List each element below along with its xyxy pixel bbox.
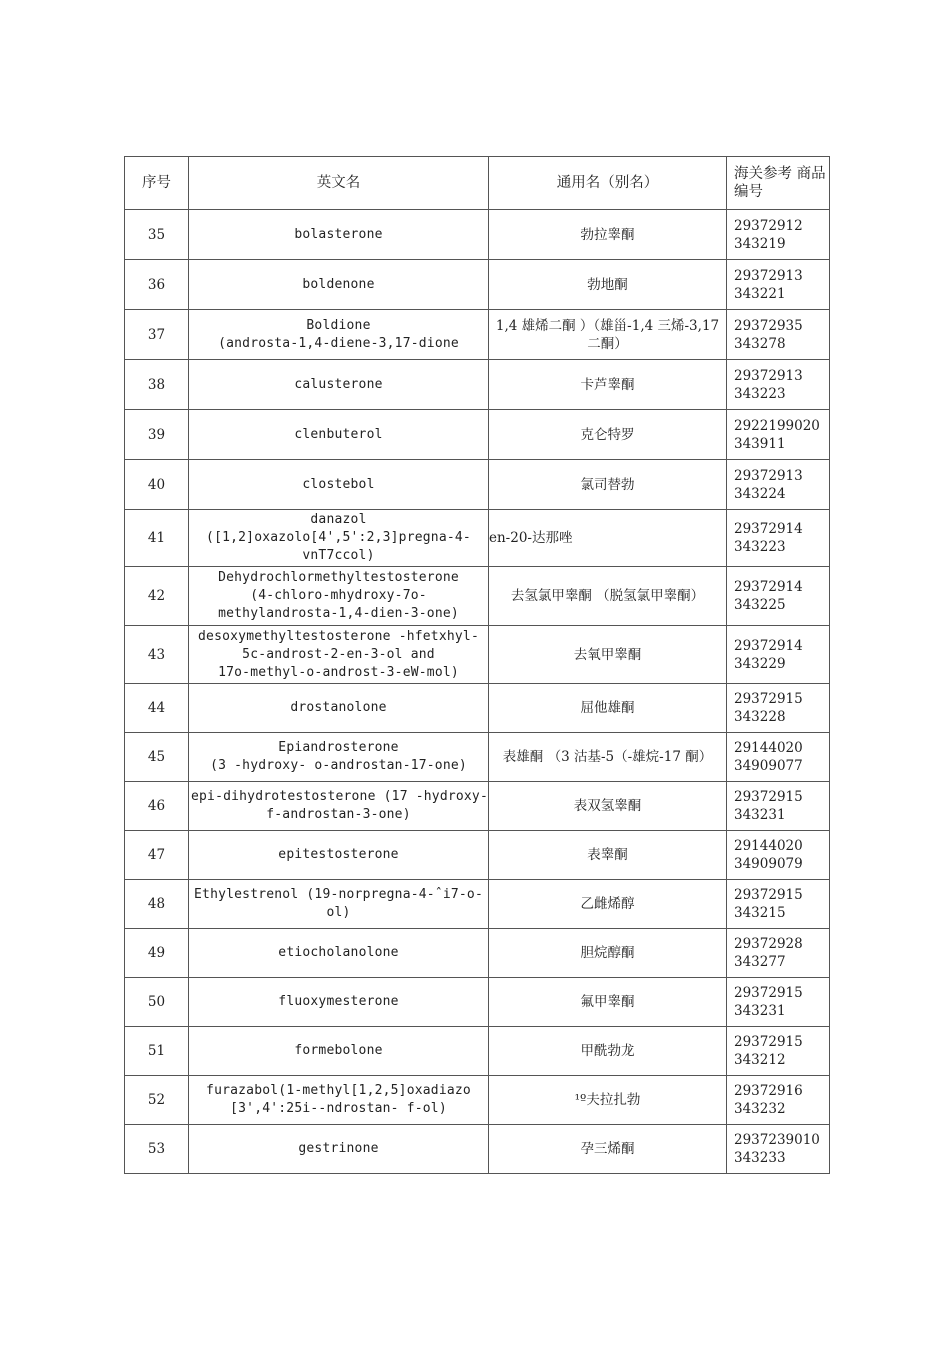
english-name-line: bolasterone bbox=[294, 226, 383, 242]
common-name: 胆烷醇酮 bbox=[489, 929, 727, 978]
english-name-line: danazol bbox=[310, 512, 367, 527]
customs-code: 29372916 343232 bbox=[727, 1076, 830, 1125]
customs-code: 29372935 343278 bbox=[727, 310, 830, 360]
english-name bbox=[189, 626, 489, 684]
row-number: 51 bbox=[125, 1027, 189, 1076]
header-no: 序号 bbox=[125, 157, 189, 210]
english-name-line: Ethylestrenol (19-norpregna-4-ˆi7-o- bbox=[194, 887, 483, 902]
english-name-line: formebolone bbox=[294, 1043, 383, 1058]
common-name: ¹º夫拉扎勃 bbox=[489, 1076, 727, 1125]
common-name: en-20-达那唑 bbox=[489, 510, 727, 567]
customs-code: 2937239010 343233 bbox=[727, 1125, 830, 1174]
english-name bbox=[189, 1125, 489, 1174]
english-name-line: etiocholanolone bbox=[278, 945, 399, 960]
row-number: 45 bbox=[125, 733, 189, 782]
common-name: 去氧甲睾酮 bbox=[489, 626, 727, 684]
english-name-line: ([1,2]oxazolo[4',5':2,3]pregna-4- bbox=[206, 530, 471, 545]
common-name: 勃拉睾酮 bbox=[489, 210, 727, 260]
table-body bbox=[125, 210, 830, 1174]
table-row bbox=[125, 733, 830, 782]
english-name-line: epi-dihydrotestosterone (17 -hydroxy- bbox=[191, 789, 488, 804]
common-name: 表雄酮 （3 沽基-5（-雄烷-17 酮） bbox=[489, 733, 727, 782]
customs-code: 29144020 34909079 bbox=[727, 831, 830, 880]
row-number: 44 bbox=[125, 684, 189, 733]
customs-code: 29372914 343223 bbox=[727, 510, 830, 567]
table-row bbox=[125, 929, 830, 978]
english-name bbox=[189, 210, 489, 260]
common-name: 甲酰勃龙 bbox=[489, 1027, 727, 1076]
english-name-line: Boldione bbox=[306, 317, 371, 333]
row-number: 36 bbox=[125, 260, 189, 310]
customs-code: 29372915 343231 bbox=[727, 782, 830, 831]
table-row bbox=[125, 410, 830, 460]
row-number: 52 bbox=[125, 1076, 189, 1125]
english-name bbox=[189, 880, 489, 929]
english-name-line: ol) bbox=[326, 905, 351, 920]
english-name-line: drostanolone bbox=[290, 700, 387, 715]
customs-code: 29144020 34909077 bbox=[727, 733, 830, 782]
english-name bbox=[189, 510, 489, 567]
english-name-line: calusterone bbox=[294, 376, 383, 392]
english-name bbox=[189, 782, 489, 831]
english-name-line: fluoxymesterone bbox=[278, 994, 399, 1009]
english-name-line: methylandrosta-1,4-dien-3-one) bbox=[218, 606, 459, 621]
row-number: 40 bbox=[125, 460, 189, 510]
english-name-line: (4-chloro-mhydroxy-7o- bbox=[250, 588, 427, 603]
row-number: 46 bbox=[125, 782, 189, 831]
header-english-name: 英文名 bbox=[189, 157, 489, 210]
english-name bbox=[189, 460, 489, 510]
common-name: 表睾酮 bbox=[489, 831, 727, 880]
english-name bbox=[189, 1027, 489, 1076]
customs-code: 29372914 343225 bbox=[727, 567, 830, 626]
common-name: 氟甲睾酮 bbox=[489, 978, 727, 1027]
english-name bbox=[189, 567, 489, 626]
table-row bbox=[125, 360, 830, 410]
row-number: 48 bbox=[125, 880, 189, 929]
row-number: 35 bbox=[125, 210, 189, 260]
table-row bbox=[125, 626, 830, 684]
english-name-line: [3',4':25i--ndrostan- f-ol) bbox=[230, 1101, 447, 1116]
substance-table bbox=[124, 156, 830, 1174]
english-name-line: 17o-methyl-o-androst-3-eW-mol) bbox=[218, 664, 459, 680]
table-row bbox=[125, 684, 830, 733]
common-name: 1,4 雄烯二酮 ）（雄甾-1,4 三烯-3,17 二酮） bbox=[489, 310, 727, 360]
common-name: 孕三烯酮 bbox=[489, 1125, 727, 1174]
table-row bbox=[125, 567, 830, 626]
row-number: 50 bbox=[125, 978, 189, 1027]
english-name bbox=[189, 360, 489, 410]
english-name bbox=[189, 929, 489, 978]
english-name-line: furazabol(1-methyl[1,2,5]oxadiazo bbox=[206, 1083, 471, 1098]
english-name bbox=[189, 733, 489, 782]
common-name: 乙雌烯醇 bbox=[489, 880, 727, 929]
table-header-row bbox=[125, 157, 830, 210]
english-name bbox=[189, 831, 489, 880]
row-number: 38 bbox=[125, 360, 189, 410]
common-name: 表双氢睾酮 bbox=[489, 782, 727, 831]
row-number: 39 bbox=[125, 410, 189, 460]
english-name-line: (3 -hydroxy- o-androstan-17-one) bbox=[210, 758, 467, 773]
english-name-line: Epiandrosterone bbox=[278, 740, 399, 755]
customs-code: 29372915 343228 bbox=[727, 684, 830, 733]
customs-code: 29372915 343231 bbox=[727, 978, 830, 1027]
common-name: 去氢氯甲睾酮 （脱氢氯甲睾酮） bbox=[489, 567, 727, 626]
common-name: 勃地酮 bbox=[489, 260, 727, 310]
common-name: 克仑特罗 bbox=[489, 410, 727, 460]
row-number: 41 bbox=[125, 510, 189, 567]
row-number: 37 bbox=[125, 310, 189, 360]
english-name-line: boldenone bbox=[302, 276, 375, 292]
english-name-line: f-androstan-3-one) bbox=[266, 807, 411, 822]
customs-code: 29372913 343223 bbox=[727, 360, 830, 410]
table-row bbox=[125, 978, 830, 1027]
customs-code: 29372915 343212 bbox=[727, 1027, 830, 1076]
english-name-line: gestrinone bbox=[298, 1141, 379, 1156]
english-name-line: clostebol bbox=[302, 476, 375, 492]
header-customs-code: 海关参考 商品编号 bbox=[727, 157, 830, 210]
english-name bbox=[189, 310, 489, 360]
row-number: 43 bbox=[125, 626, 189, 684]
table-row bbox=[125, 1125, 830, 1174]
table-row bbox=[125, 510, 830, 567]
table-row bbox=[125, 1076, 830, 1125]
customs-code: 29372913 343221 bbox=[727, 260, 830, 310]
english-name-line: 5c-androst-2-en-3-ol and bbox=[242, 646, 435, 662]
header-common-name: 通用名（别名） bbox=[489, 157, 727, 210]
english-name-line: epitestosterone bbox=[278, 847, 399, 862]
customs-code: 29372915 343215 bbox=[727, 880, 830, 929]
common-name: 卡芦睾酮 bbox=[489, 360, 727, 410]
row-number: 47 bbox=[125, 831, 189, 880]
table-row bbox=[125, 782, 830, 831]
english-name-line: Dehydrochlormethyltestosterone bbox=[218, 570, 459, 585]
table-row bbox=[125, 1027, 830, 1076]
english-name bbox=[189, 410, 489, 460]
row-number: 42 bbox=[125, 567, 189, 626]
common-name: 氯司替勃 bbox=[489, 460, 727, 510]
customs-code: 2922199020 343911 bbox=[727, 410, 830, 460]
customs-code: 29372928 343277 bbox=[727, 929, 830, 978]
english-name bbox=[189, 1076, 489, 1125]
english-name bbox=[189, 684, 489, 733]
table-row bbox=[125, 210, 830, 260]
english-name bbox=[189, 260, 489, 310]
english-name-line: clenbuterol bbox=[294, 426, 383, 442]
table-row bbox=[125, 880, 830, 929]
row-number: 53 bbox=[125, 1125, 189, 1174]
customs-code: 29372912 343219 bbox=[727, 210, 830, 260]
table-row bbox=[125, 831, 830, 880]
row-number: 49 bbox=[125, 929, 189, 978]
customs-code: 29372914 343229 bbox=[727, 626, 830, 684]
english-name-line: desoxymethyltestosterone -hfetxhyl- bbox=[198, 628, 479, 644]
table-row bbox=[125, 460, 830, 510]
common-name: 屈他雄酮 bbox=[489, 684, 727, 733]
table-row bbox=[125, 260, 830, 310]
english-name-line: vnT7ccol) bbox=[302, 548, 375, 563]
english-name-line: (androsta-1,4-diene-3,17-dione bbox=[218, 335, 459, 351]
english-name bbox=[189, 978, 489, 1027]
table-row bbox=[125, 310, 830, 360]
customs-code: 29372913 343224 bbox=[727, 460, 830, 510]
